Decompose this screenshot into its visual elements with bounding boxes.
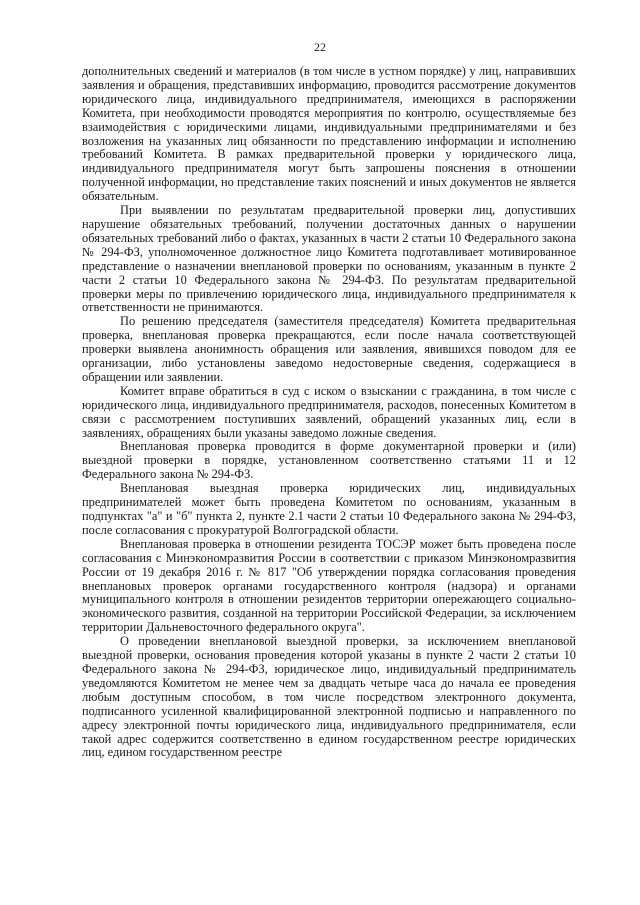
paragraph: По решению председателя (заместителя председателя) Комитета предварительная проверка, внеплановая проверка прекращаются, если после начала соответствующей проверки выявлена анонимность обращения или заявления, явившихся поводом для ее организации, либо установлены заведомо недостоверные сведения, содержащиеся в обращении или заявлении. bbox=[82, 314, 576, 384]
paragraph: Внеплановая проверка в отношении резидента ТОСЭР может быть проведена после согласования с Минэкономразвития России в соответствии с приказом Минэкономразвития России от 19 декабря 2016 г. № 817 "Об утверждении порядка согласования проведения внеплановых проверок органами государственного контроля (надзора) и органами муниципального контроля в отношении резидентов территории опережающего социально-экономического развития, созданной на территории Российской Федерации, за исключением территории Дальневосточного федерального округа". bbox=[82, 536, 576, 635]
page-number: 22 bbox=[314, 40, 326, 54]
paragraph: Комитет вправе обратиться в суд с иском о взыскании с гражданина, в том числе с юридического лица, индивидуального предпринимателя, расходов, понесенных Комитетом в связи с рассмотрением поступивших заявлений, обращений указанных лиц, если в заявлениях, обращениях были указаны заведомо ложные сведения. bbox=[82, 383, 576, 440]
paragraph: О проведении внеплановой выездной проверки, за исключением внеплановой выездной проверки, основания проведения которой указаны в пункте 2 части 2 статьи 10 Федерального закона № 294-ФЗ, юридическое лицо, индивидуальный предприниматель уведомляются Комитетом не менее чем за двадцать четыре часа до начала ее проведения любым доступным способом, в том числе посредством электронного документа, подписанного усиленной квалифицированной электронной подписью и направленного по адресу электронной почты юридического лица, индивидуального предпринимателя, если такой адрес содержится соответственно в едином государственном реестре юридических лиц, едином государственном реестре bbox=[82, 634, 576, 760]
paragraph: При выявлении по результатам предварительной проверки лиц, допустивших нарушение обязательных требований, получении достаточных данных о нарушении обязательных требований либо о фактах, указанных в части 2 статьи 10 Федерального закона № 294-ФЗ, уполномоченное должностное лицо Комитета подготавливает мотивированное представление о назначении внеплановой проверки по основаниям, указанным в пункте 2 части 2 статьи 10 Федерального закона № 294-ФЗ. По результатам предварительной проверки меры по привлечению юридического лица, индивидуального предпринимателя к ответственности не принимаются. bbox=[82, 203, 576, 315]
paragraph: Внеплановая выездная проверка юридических лиц, индивидуальных предпринимателей может быть проведена Комитетом по основаниям, указанным в подпунктах "а" и "б" пункта 2, пункте 2.1 части 2 статьи 10 Федерального закона № 294-ФЗ, после согласования с прокуратурой Волгоградской области. bbox=[82, 481, 576, 537]
document-body bbox=[82, 65, 576, 760]
paragraph: Внеплановая проверка проводится в форме документарной проверки и (или) выездной проверки в порядке, установленном соответственно статьями 11 и 12 Федерального закона № 294-ФЗ. bbox=[82, 439, 576, 482]
paragraph-continued: дополнительных сведений и материалов (в том числе в устном порядке) у лиц, направивших заявления и обращения, представивших информацию, проводится рассмотрение документов юридического лица, индивидуального предпринимателя, имеющихся в распоряжении Комитета, при необходимости проводятся мероприятия по контролю, осуществляемые без взаимодействия с юридическими лицами, индивидуальными предпринимателями и без возложения на указанных лиц обязанности по представлению информации и исполнению требований Комитета. В рамках предварительной проверки у юридического лица, индивидуального предпринимателя могут быть запрошены пояснения в отношении полученной информации, но представление таких пояснений и иных документов не является обязательным. bbox=[82, 64, 576, 204]
